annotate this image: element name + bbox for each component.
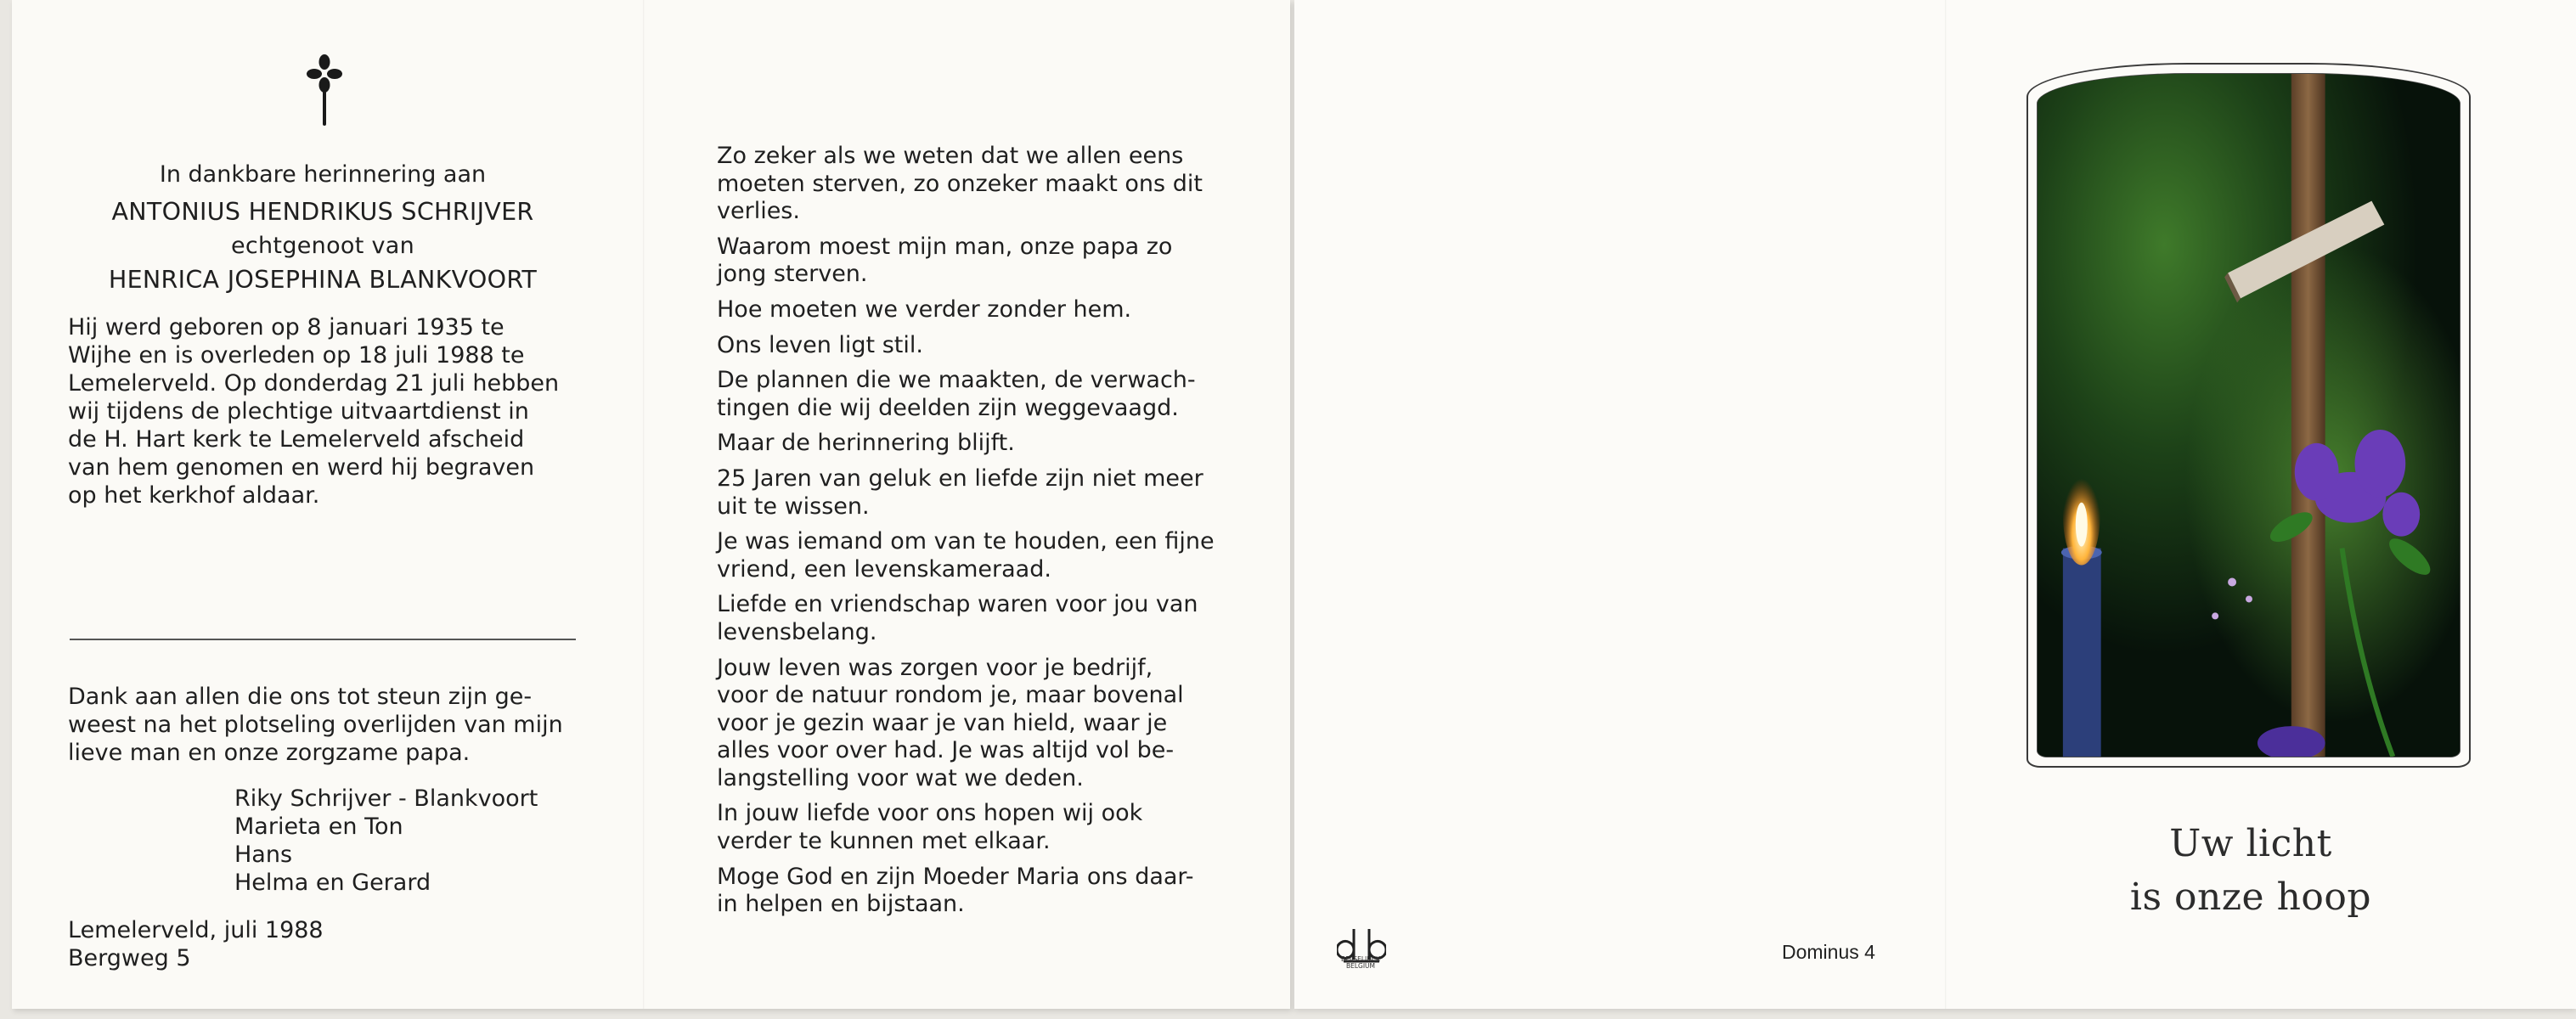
signatories bbox=[234, 785, 538, 897]
poem-line: Zo zeker als we weten dat we allen eens bbox=[717, 143, 1184, 169]
thanks-line: weest na het plotseling overlijden van mijn bbox=[68, 712, 563, 738]
poem-line: moeten sterven, zo onzeker maakt ons dit bbox=[717, 170, 1203, 197]
poem-line: Je was iemand om van te houden, een fijne bbox=[717, 528, 1215, 555]
biography bbox=[68, 313, 578, 510]
poem-line: uit te wissen. bbox=[717, 493, 870, 520]
poem-stanza bbox=[717, 430, 1225, 458]
cross-icon bbox=[297, 53, 352, 127]
poem-line: De plannen die we maakten, de verwach- bbox=[717, 367, 1196, 394]
signatory: Helma en Gerard bbox=[234, 870, 431, 896]
fold-line bbox=[643, 0, 645, 1009]
spouse-name: HENRICA JOSEPHINA BLANKVOORT bbox=[108, 266, 538, 294]
motto-line-2: is onze hoop bbox=[2129, 875, 2372, 919]
poem-stanza bbox=[717, 234, 1225, 289]
poem-line: 25 Jaren van geluk en liefde zijn niet meer bbox=[717, 464, 1203, 492]
deceased-name: ANTONIUS HENDRIKUS SCHRIJVER bbox=[111, 198, 534, 226]
biography-line: Lemelerveld. Op donderdag 21 juli hebben bbox=[68, 370, 560, 397]
biography-line: van hem genomen en werd hij begraven bbox=[68, 454, 535, 481]
place-date: Lemelerveld, juli 1988 bbox=[68, 917, 324, 943]
intro-text: In dankbare herinnering aan bbox=[159, 161, 487, 188]
poem-line: voor je gezin waar je van hield, waar je bbox=[717, 709, 1168, 736]
divider bbox=[70, 639, 576, 640]
biography-line: Hij werd geboren op 8 januari 1935 te bbox=[68, 314, 504, 341]
publisher-country: BELGIUM bbox=[1345, 962, 1376, 970]
poem-line: verlies. bbox=[717, 198, 800, 225]
poem-line: tingen die wij deelden zijn weggevaagd. bbox=[717, 394, 1179, 421]
poem-stanza bbox=[717, 465, 1225, 521]
biography-line: wij tijdens de plechtige uitvaartdienst in bbox=[68, 398, 529, 425]
fold-line bbox=[1945, 0, 1947, 1009]
poem-stanza bbox=[717, 367, 1225, 422]
poem-line: voor de natuur rondom je, maar bovenal bbox=[717, 682, 1184, 709]
poem-stanza bbox=[717, 332, 1225, 360]
biography-line: op het kerkhof aldaar. bbox=[68, 482, 320, 509]
biography-line: de H. Hart kerk te Lemelerveld afscheid bbox=[68, 426, 525, 453]
poem-stanza bbox=[717, 655, 1225, 793]
poem-line: alles voor over had. Je was altijd vol be- bbox=[717, 737, 1175, 764]
signatory: Riky Schrijver - Blankvoort bbox=[234, 785, 538, 812]
poem-line: langstelling voor wat we deden. bbox=[717, 764, 1084, 791]
publisher-name: BEIJSELINCK bbox=[1341, 955, 1380, 963]
thanks-line: lieve man en onze zorgzame papa. bbox=[68, 740, 471, 766]
thanks-line: Dank aan allen die ons tot steun zijn ge- bbox=[68, 684, 533, 710]
address: Bergweg 5 bbox=[68, 945, 191, 971]
poem-stanza bbox=[717, 864, 1225, 919]
biography-line: Wijhe en is overleden op 18 juli 1988 te bbox=[68, 342, 525, 369]
poem-line: Waarom moest mijn man, onze papa zo bbox=[717, 233, 1173, 260]
poem-line: Jouw leven was zorgen voor je bedrijf, bbox=[717, 654, 1153, 681]
motto-line-1: Uw licht bbox=[2169, 822, 2332, 865]
thanks-text bbox=[68, 683, 578, 767]
signatory: Hans bbox=[234, 842, 293, 868]
signatory: Marieta en Ton bbox=[234, 814, 403, 840]
cross-candle-flowers-photo bbox=[2037, 73, 2460, 757]
poem-line: In jouw liefde voor ons hopen wij ook bbox=[717, 800, 1143, 827]
poem-stanza bbox=[717, 800, 1225, 855]
poem-line: verder te kunnen met elkaar. bbox=[717, 828, 1051, 855]
poem-line: Hoe moeten we verder zonder hem. bbox=[717, 296, 1132, 323]
poem-line: levensbelang. bbox=[717, 618, 877, 645]
poem-line: Maar de herinnering blijft. bbox=[717, 430, 1015, 457]
poem-stanza bbox=[717, 591, 1225, 646]
poem-line: vriend, een levenskameraad. bbox=[717, 555, 1051, 583]
poem-line: Moge God en zijn Moeder Maria ons daar- bbox=[717, 863, 1194, 890]
poem-line: jong sterven. bbox=[717, 261, 868, 288]
poem bbox=[717, 143, 1225, 926]
poem-stanza bbox=[717, 143, 1225, 226]
relation-text: echtgenoot van bbox=[230, 233, 415, 259]
poem-line: Liefde en vriendschap waren voor jou van bbox=[717, 591, 1198, 618]
model-name: Dominus 4 bbox=[1782, 941, 1875, 963]
poem-stanza bbox=[717, 528, 1225, 583]
poem-line: in helpen en bijstaan. bbox=[717, 891, 965, 918]
poem-line: Ons leven ligt stil. bbox=[717, 331, 923, 358]
poem-stanza bbox=[717, 296, 1225, 324]
